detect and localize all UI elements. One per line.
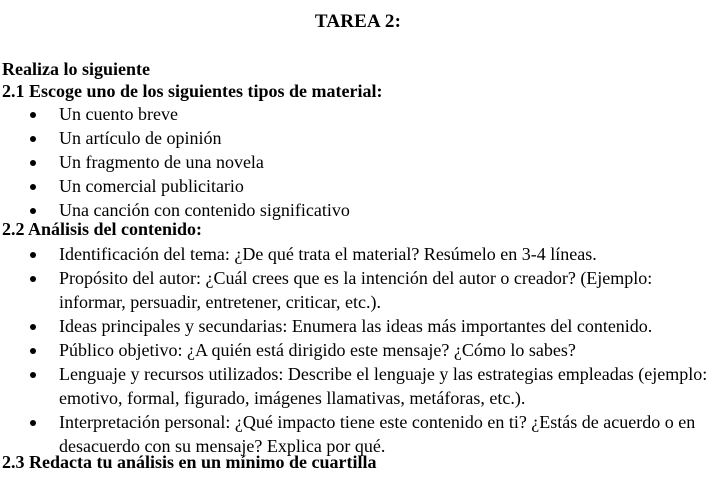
bullet-icon [30,136,36,142]
section-2-heading: 2.2 Análisis del contenido: [2,219,203,239]
bullet-icon [30,112,36,118]
list-item [0,242,716,266]
list-item-text: Propósito del autor: ¿Cuál crees que es la intención del autor o creador? (Ejemplo: informar, persuadir, entretener, criticar, etc.). [59,268,653,312]
bullet-icon [30,252,36,258]
section-1-heading: 2.1 Escoge uno de los siguientes tipos de material: [2,81,383,101]
list-item [0,150,716,174]
list-item-text: Un comercial publicitario [59,176,244,196]
list-item [0,126,716,150]
bullet-icon [30,160,36,166]
list-item-text: Lenguaje y recursos utilizados: Describe el lenguaje y las estrategias empleadas (ejemplo: emotivo, formal, figurado, imágenes llamativas, metáforas, etc.). [59,364,708,408]
intro-heading: Realiza lo siguiente [2,59,150,79]
bullet-icon [30,276,36,282]
list-item [0,102,716,126]
section-3-heading: 2.3 Redacta tu análisis en un mínimo de cuartilla [2,452,377,472]
list-item-text: Un cuento breve [59,104,178,124]
bullet-icon [30,348,36,354]
list-item [0,174,716,198]
bullet-icon [30,324,36,330]
list-item-text: Ideas principales y secundarias: Enumera las ideas más importantes del contenido. [59,316,653,336]
list-item-text: Identificación del tema: ¿De qué trata el material? Resúmelo en 3-4 líneas. [59,244,597,264]
page-title: TAREA 2: [314,11,402,32]
analysis-list [0,242,716,458]
list-item [0,266,716,314]
bullet-icon [30,184,36,190]
bullet-icon [30,420,36,426]
bullet-icon [30,208,36,214]
list-item-text: Una canción con contenido significativo [59,200,350,220]
list-item-text: Público objetivo: ¿A quién está dirigido este mensaje? ¿Cómo lo sabes? [59,340,576,360]
list-item [0,362,716,410]
list-item [0,314,716,338]
material-type-list [0,102,716,222]
list-item-text: Un fragmento de una novela [59,152,264,172]
bullet-icon [30,372,36,378]
list-item [0,338,716,362]
list-item-text: Interpretación personal: ¿Qué impacto tiene este contenido en ti? ¿Estás de acuerdo o en desacuerdo con su mensaje? Explica por qué. [59,412,696,456]
list-item-text: Un artículo de opinión [59,128,222,148]
